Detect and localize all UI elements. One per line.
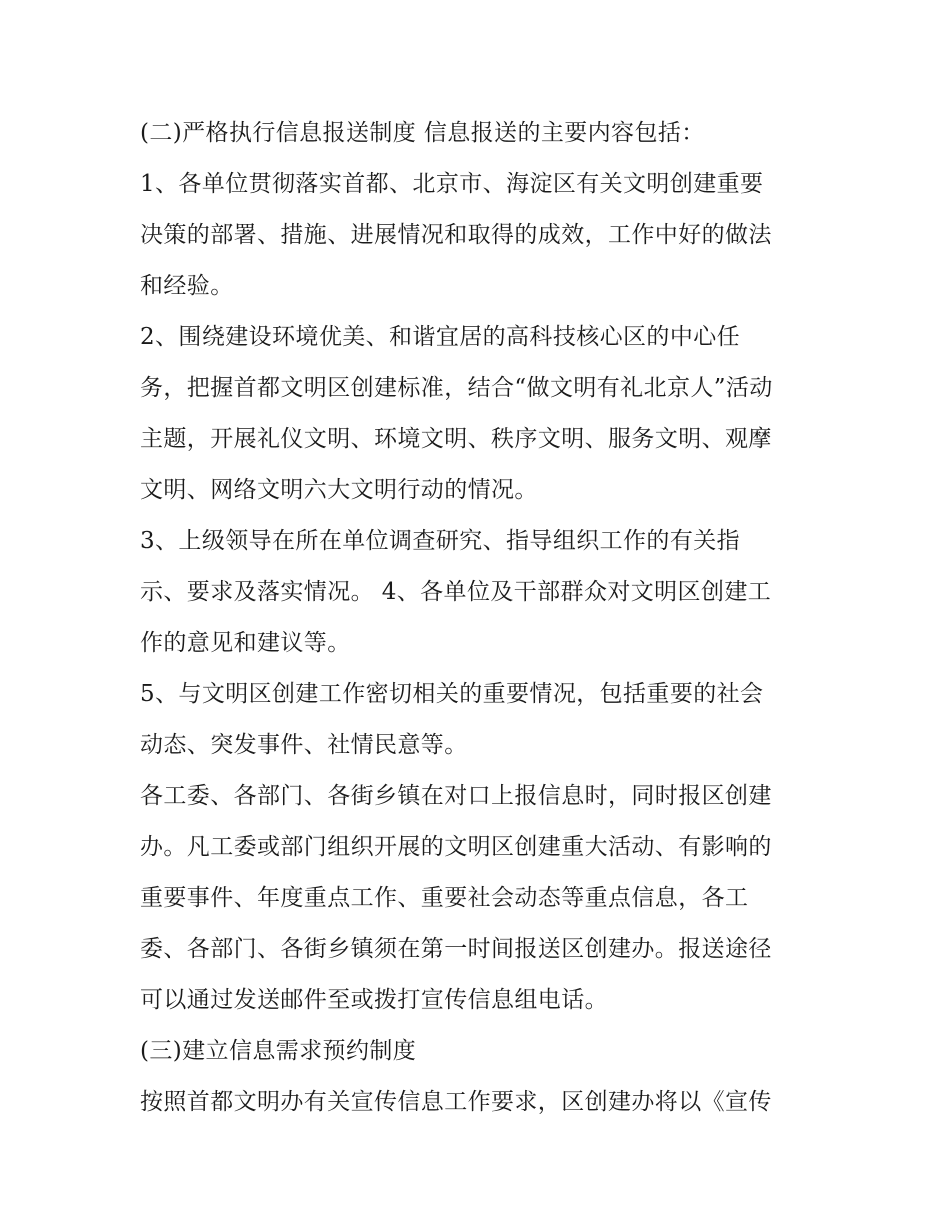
text-line: (三)建立信息需求预约制度 (140, 1038, 417, 1064)
text-line: 各工委、各部门、各街乡镇在对口上报信息时，同时报区创建 (140, 783, 772, 809)
text-line: 办。凡工委或部门组织开展的文明区创建重大活动、有影响的 (140, 834, 772, 860)
text-line: 可以通过发送邮件至或拨打宣传信息组电话。 (140, 987, 608, 1013)
text-line: 文明、网络文明六大文明行动的情况。 (140, 477, 538, 503)
text-line: 和经验。 (140, 273, 234, 299)
text-line: 委、各部门、各街乡镇须在第一时间报送区创建办。报送途径 (140, 936, 772, 962)
text-line: (二)严格执行信息报送制度 信息报送的主要内容包括： (140, 120, 705, 146)
text-line: 动态、突发事件、社情民意等。 (140, 732, 468, 758)
text-line: 作的意见和建议等。 (140, 630, 351, 656)
text-line: 2、围绕建设环境优美、和谐宜居的高科技核心区的中心任 (140, 324, 741, 350)
text-line: 5、与文明区创建工作密切相关的重要情况，包括重要的社会 (140, 681, 764, 707)
text-line: 务，把握首都文明区创建标准，结合“做文明有礼北京人”活动 (140, 375, 773, 401)
text-line: 重要事件、年度重点工作、重要社会动态等重点信息，各工 (140, 885, 749, 911)
text-line: 决策的部署、措施、进展情况和取得的成效，工作中好的做法 (140, 222, 772, 248)
text-line: 1、各单位贯彻落实首都、北京市、海淀区有关文明创建重要 (140, 171, 764, 197)
text-line: 3、上级领导在所在单位调查研究、指导组织工作的有关指 (140, 528, 741, 554)
text-line: 主题，开展礼仪文明、环境文明、秩序文明、服务文明、观摩 (140, 426, 772, 452)
text-line: 按照首都文明办有关宣传信息工作要求，区创建办将以《宣传 (140, 1089, 772, 1115)
text-line: 示、要求及落实情况。 4、各单位及干部群众对文明区创建工 (140, 579, 772, 605)
document-body (140, 108, 830, 1128)
